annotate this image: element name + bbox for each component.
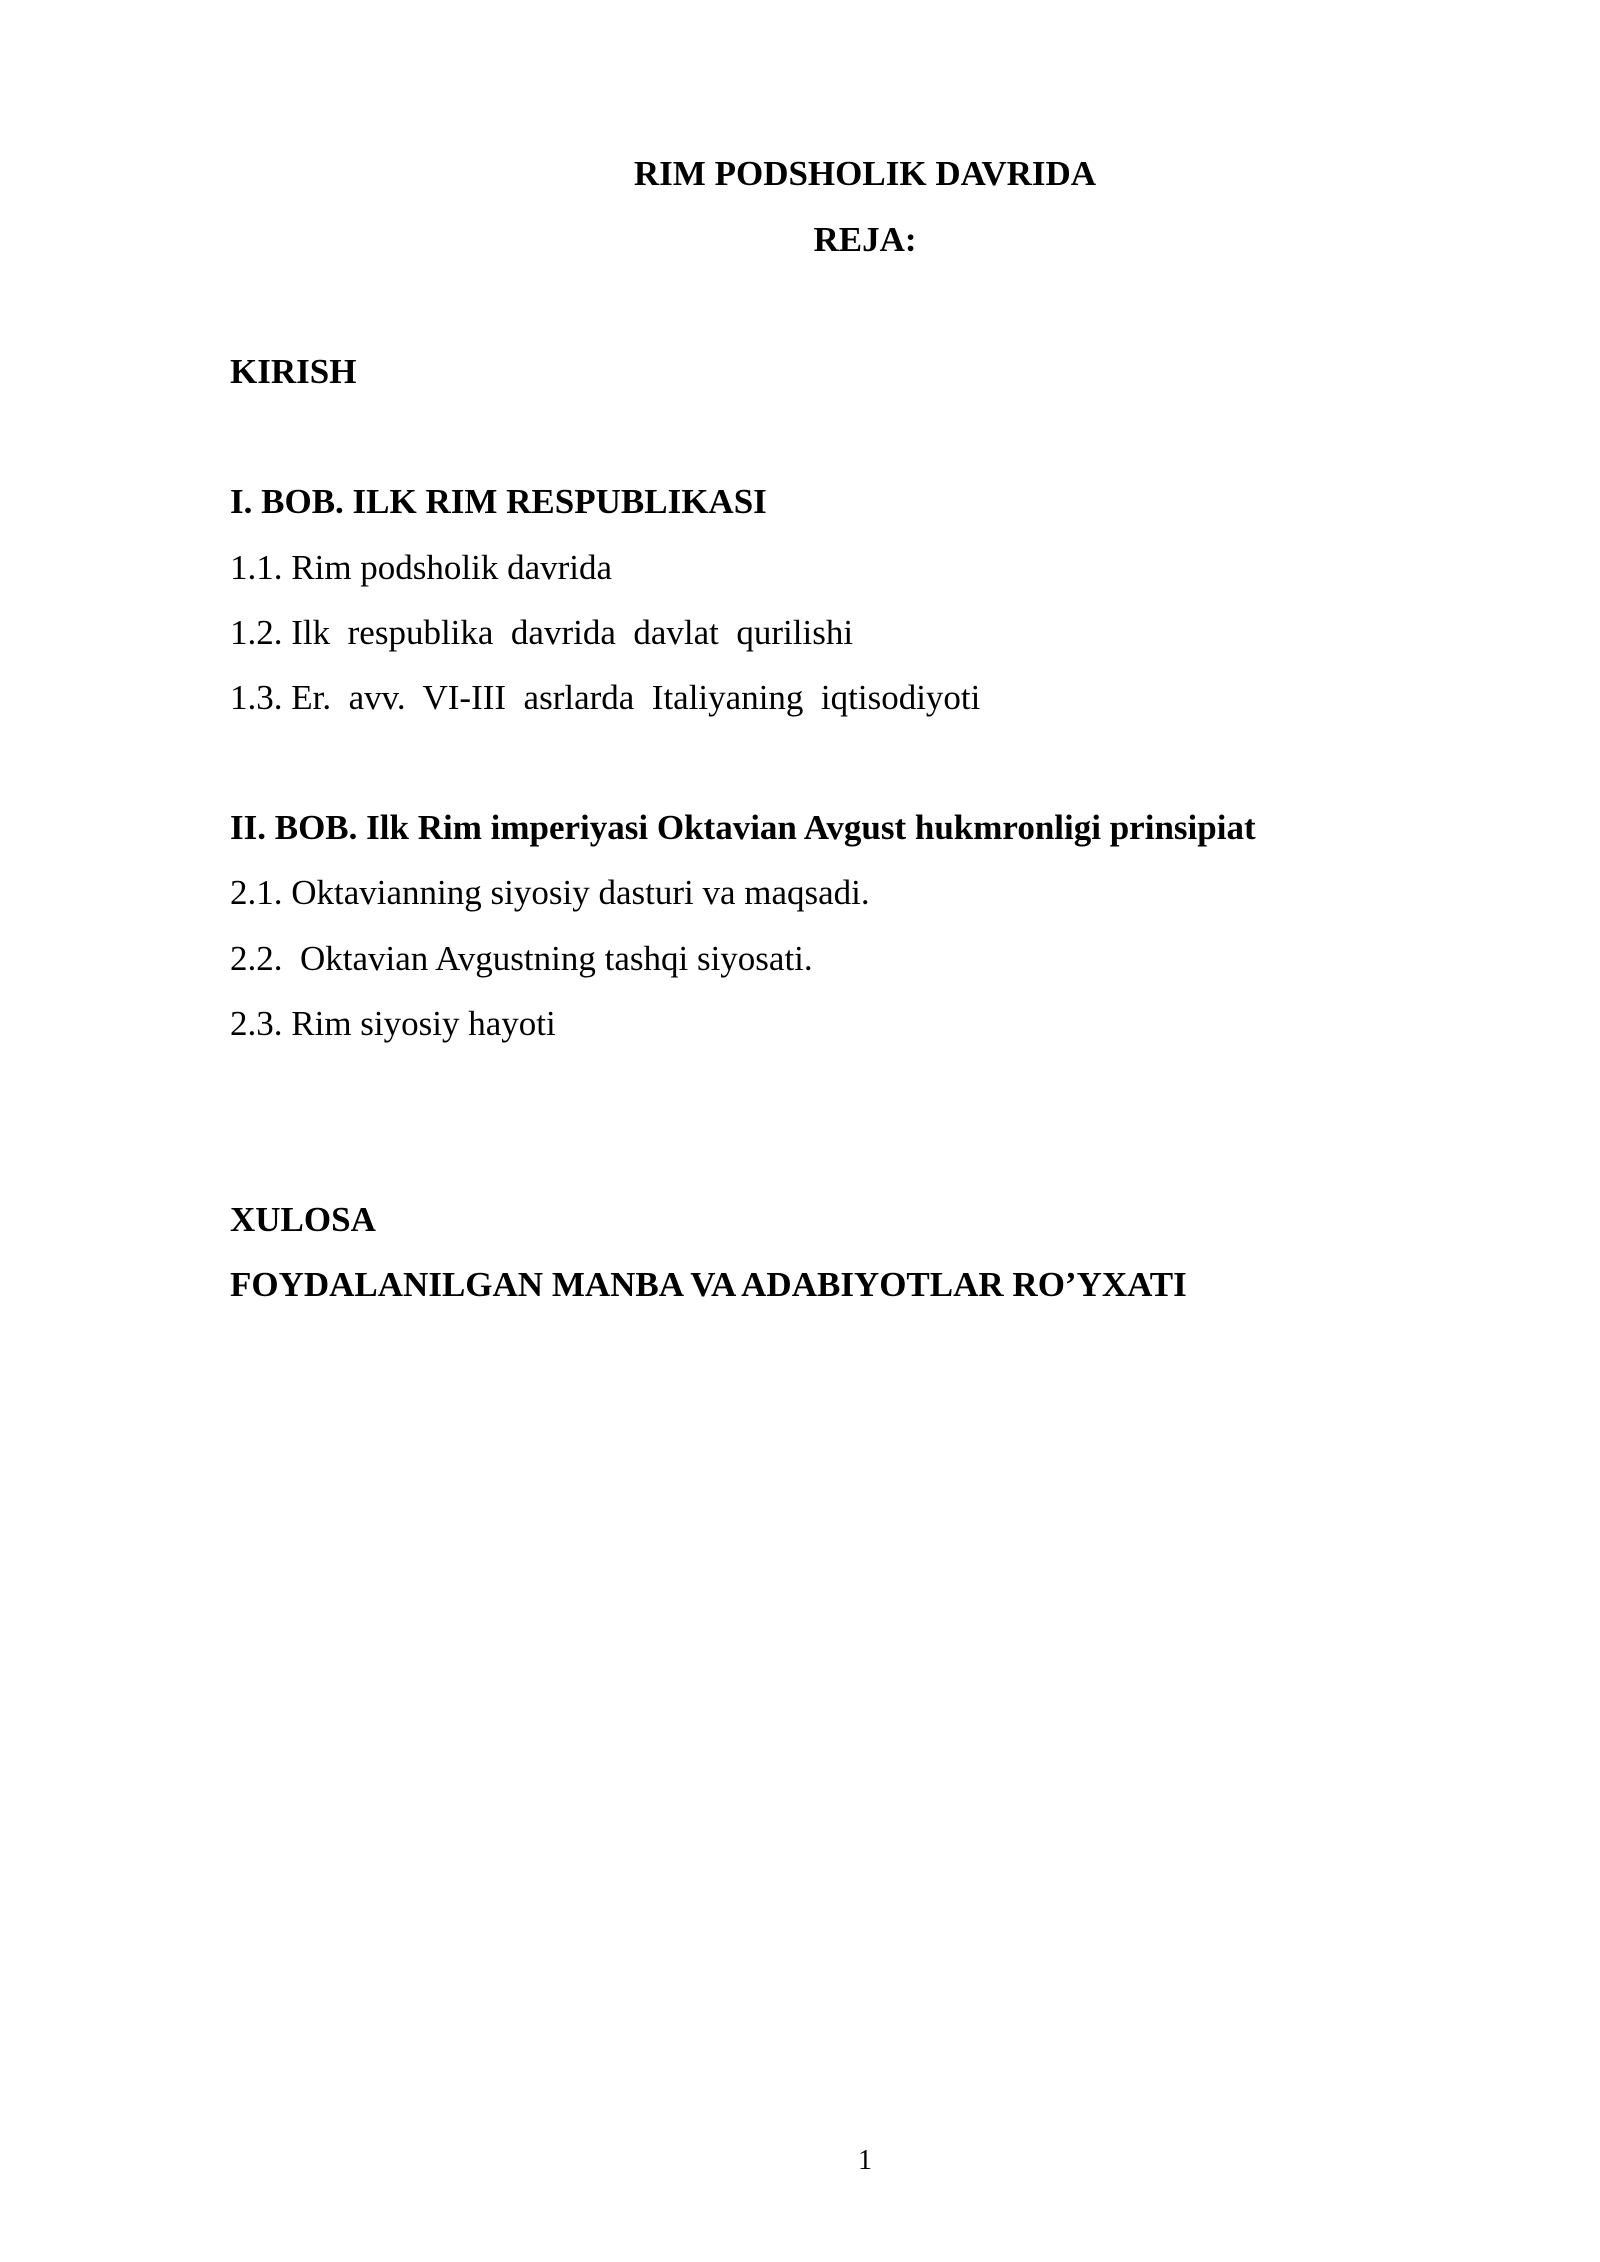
chapter2-item-3: 2.3. Rim siyosiy hayoti [230, 1004, 556, 1043]
chapter1-heading: I. BOB. ILK RIM RESPUBLIKASI [230, 482, 767, 521]
chapter1-item-3: 1.3. Er. avv. VI-III asrlarda Italiyaning iqtisodiyoti [230, 678, 981, 717]
intro-heading: KIRISH [230, 352, 357, 391]
conclusion-heading: XULOSA [230, 1200, 376, 1239]
chapter1-item-2: 1.2. Ilk respublika davrida davlat qurilishi [230, 613, 854, 652]
chapter2-item-2: 2.2. Oktavian Avgustning tashqi siyosati. [230, 939, 813, 978]
document-subtitle: REJA: [813, 220, 917, 259]
chapter2-item-1: 2.1. Oktavianning siyosiy dasturi va maqsadi. [230, 873, 870, 912]
page-number: 1 [858, 2145, 872, 2176]
document-title: RIM PODSHOLIK DAVRIDA [633, 154, 1097, 193]
references-heading: FOYDALANILGAN MANBA VA ADABIYOTLAR RO’YXATI [230, 1265, 1187, 1304]
chapter1-item-1: 1.1. Rim podsholik davrida [230, 548, 613, 587]
chapter2-heading: II. BOB. Ilk Rim imperiyasi Oktavian Avgust hukmronligi prinsipiat [230, 808, 1256, 847]
